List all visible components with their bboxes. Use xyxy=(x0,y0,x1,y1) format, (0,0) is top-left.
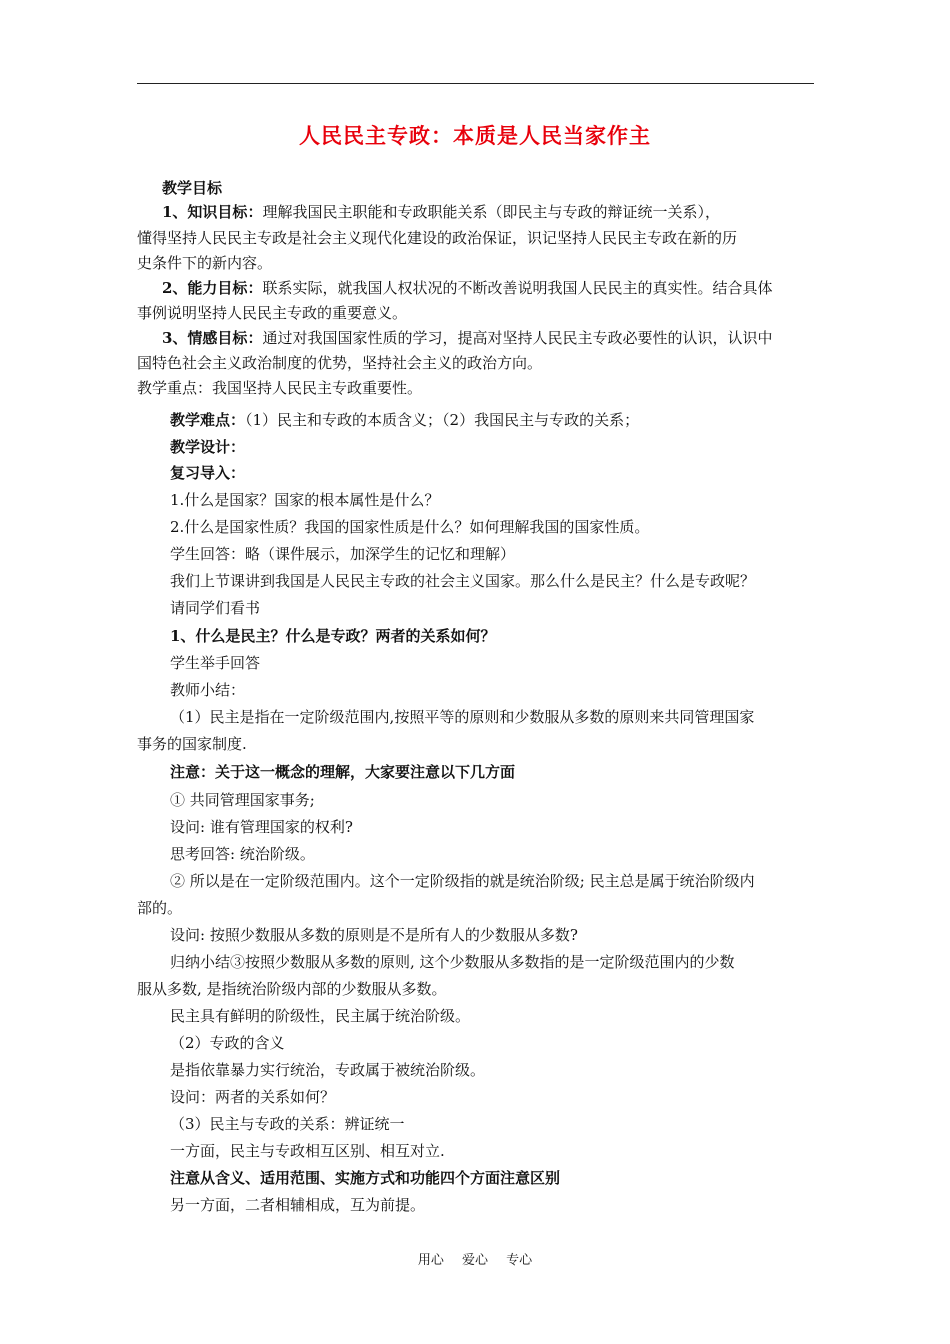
paragraph-line: 懂得坚持人民民主专政是社会主义现代化建设的政治保证，识记坚持人民民主专政在新的历 xyxy=(137,229,738,247)
paragraph-line: 请同学们看书 xyxy=(170,599,261,617)
paragraph-line: （2）专政的含义 xyxy=(170,1034,285,1052)
page-footer: 用心 爱心 专心 xyxy=(417,1253,533,1268)
heading-design: 教学设计： xyxy=(170,438,246,456)
paragraph-line: 教学重点：我国坚持人民民主专政重要性。 xyxy=(137,379,423,397)
note-heading: 注意：关于这一概念的理解，大家要注意以下几方面 xyxy=(170,763,516,781)
paragraph-line: 1.什么是国家？国家的根本属性是什么？ xyxy=(170,491,440,509)
paragraph-line: 事例说明坚持人民民主专政的重要意义。 xyxy=(137,304,408,322)
paragraph-line: 2.什么是国家性质？我国的国家性质是什么？如何理解我国的国家性质。 xyxy=(170,518,650,536)
difficulty-label: 教学难点： xyxy=(170,411,246,429)
page-title: 人民民主专政：本质是人民当家作主 xyxy=(299,124,651,148)
objective-label: 3、情感目标： xyxy=(162,329,263,347)
objective-label: 2、能力目标： xyxy=(162,279,263,297)
paragraph-line: 设问: 谁有管理国家的权利? xyxy=(170,818,353,836)
objective-text: 联系实际，就我国人权状况的不断改善说明我国人民民主的真实性。结合具体 xyxy=(262,279,773,297)
paragraph-line: 国特色社会主义政治制度的优势，坚持社会主义的政治方向。 xyxy=(137,354,543,372)
objective-text: 理解我国民主职能和专政职能关系（即民主与专政的辩证统一关系）， xyxy=(262,203,720,221)
paragraph-line: 设问：两者的关系如何？ xyxy=(170,1088,336,1106)
paragraph-line: 思考回答: 统治阶级。 xyxy=(170,845,315,863)
paragraph-line: 设问: 按照少数服从多数的原则是不是所有人的少数服从多数? xyxy=(170,926,578,944)
objective-label: 1、知识目标： xyxy=(162,203,263,221)
paragraph-line: 服从多数, 是指统治阶级内部的少数服从多数。 xyxy=(137,980,447,998)
difficulty-text: （1）民主和专政的本质含义；（2）我国民主与专政的关系； xyxy=(245,411,640,429)
paragraph-line: 教师小结： xyxy=(170,681,246,699)
paragraph-line: 学生举手回答 xyxy=(170,654,261,672)
section-heading: 1、什么是民主？什么是专政？两者的关系如何？ xyxy=(170,627,496,645)
note-heading: 注意从含义、适用范围、实施方式和功能四个方面注意区别 xyxy=(170,1169,561,1187)
paragraph-line xyxy=(162,328,772,348)
paragraph-line: 是指依靠暴力实行统治，专政属于被统治阶级。 xyxy=(170,1061,486,1079)
paragraph-line xyxy=(162,202,720,222)
paragraph-line: （1）民主是指在一定阶级范围内,按照平等的原则和少数服从多数的原则来共同管理国家 xyxy=(170,708,755,726)
paragraph-line: 我们上节课讲到我国是人民民主专政的社会主义国家。那么什么是民主？什么是专政呢？ xyxy=(170,572,756,590)
paragraph-line: ② 所以是在一定阶级范围内。这个一定阶级指的就是统治阶级; 民主总是属于统治阶级内 xyxy=(170,872,755,890)
heading-review: 复习导入： xyxy=(170,464,246,482)
paragraph-line xyxy=(170,410,639,430)
paragraph-line: 学生回答：略（课件展示，加深学生的记忆和理解） xyxy=(170,545,516,563)
paragraph-line: 归纳小结③按照少数服从多数的原则, 这个少数服从多数指的是一定阶级范围内的少数 xyxy=(170,953,735,971)
paragraph-line: ① 共同管理国家事务; xyxy=(170,791,315,809)
objective-text: 通过对我国国家性质的学习，提高对坚持人民民主专政必要性的认识，认识中 xyxy=(262,329,773,347)
paragraph-line: 史条件下的新内容。 xyxy=(137,254,273,272)
paragraph-line: 一方面，民主与专政相互区别、相互对立. xyxy=(170,1142,445,1160)
paragraph-line: 部的。 xyxy=(137,899,183,917)
heading-objectives: 教学目标 xyxy=(162,179,223,197)
paragraph-line: （3）民主与专政的关系：辨证统一 xyxy=(170,1115,405,1133)
paragraph-line xyxy=(162,278,772,298)
paragraph-line: 事务的国家制度. xyxy=(137,735,247,753)
paragraph-line: 另一方面，二者相辅相成，互为前提。 xyxy=(170,1196,426,1214)
paragraph-line: 民主具有鲜明的阶级性，民主属于统治阶级。 xyxy=(170,1007,471,1025)
header-rule xyxy=(137,83,814,84)
